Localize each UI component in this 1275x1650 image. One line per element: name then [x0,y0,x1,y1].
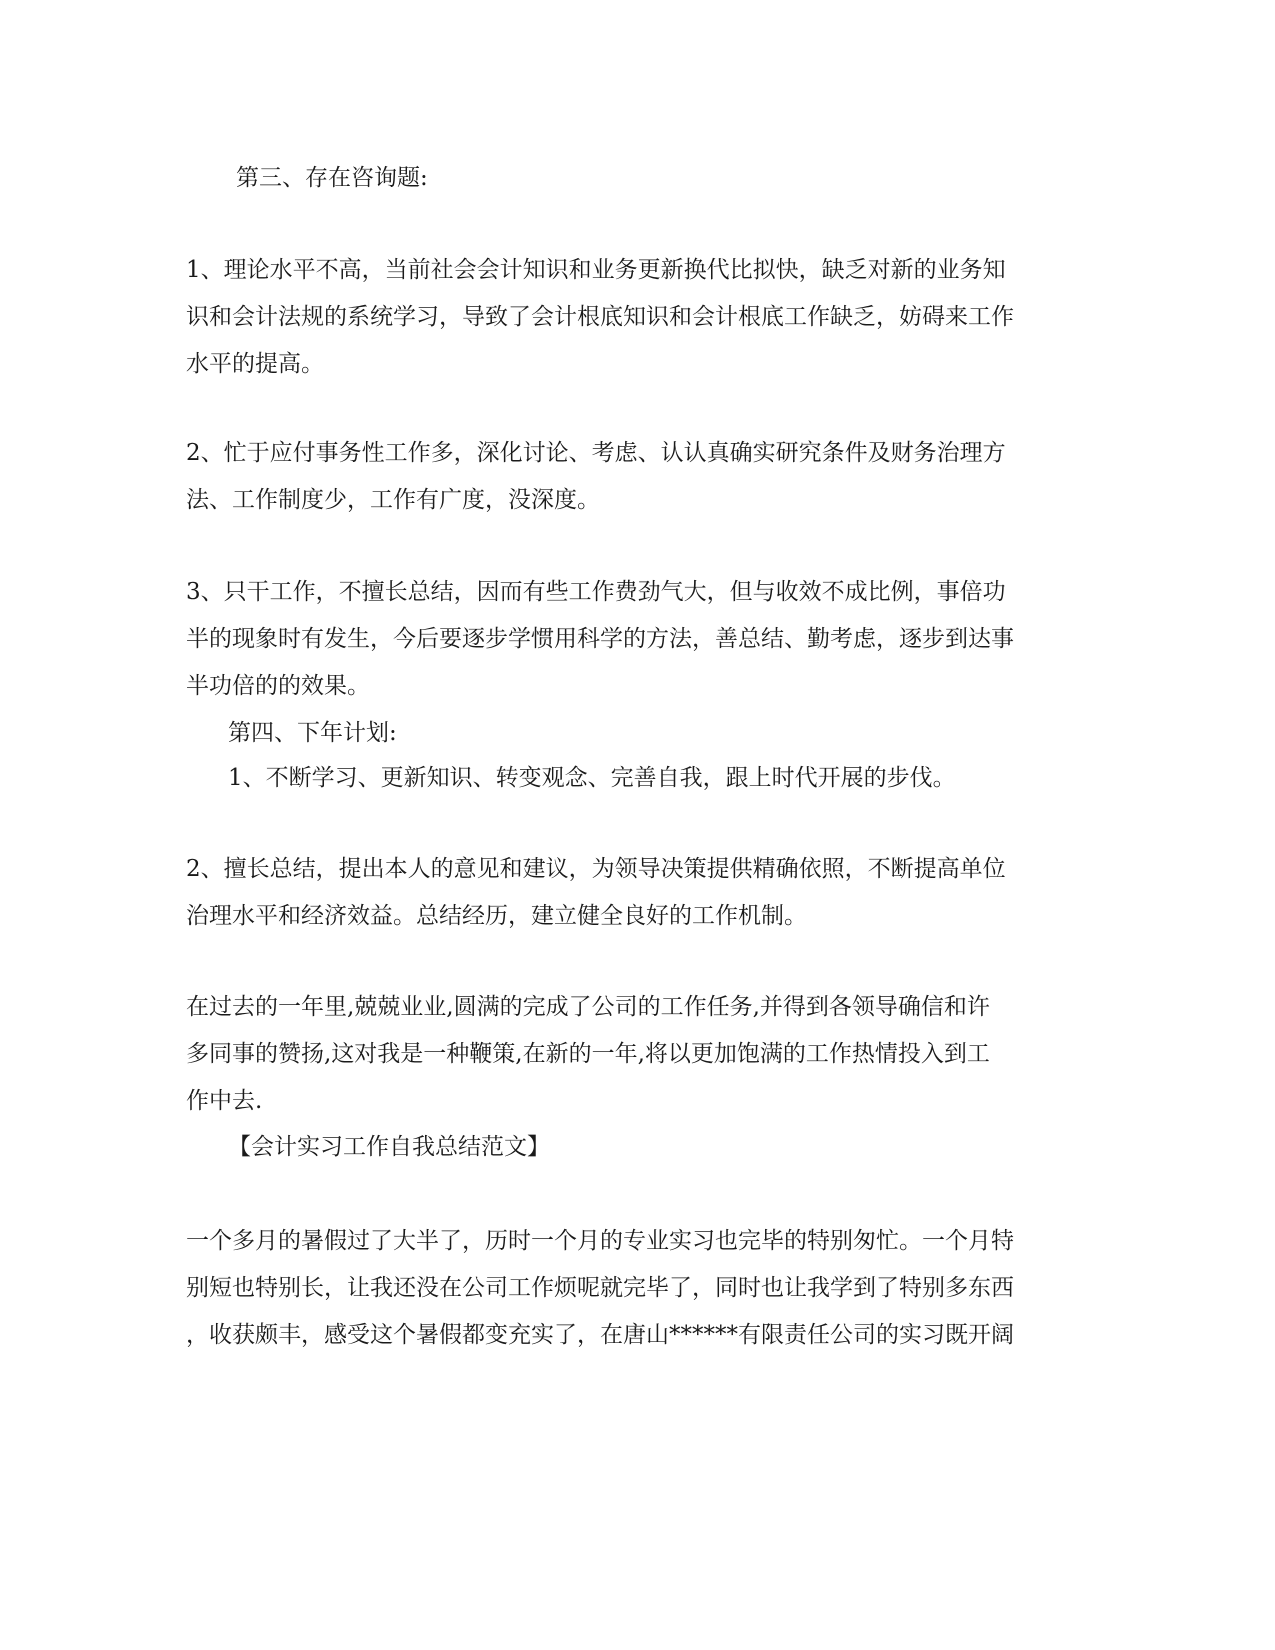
paragraph-plan-1 [228,755,1128,802]
section-title-text: 【会计实习工作自我总结范文】 [228,1134,550,1160]
paragraph-intro [186,1218,1086,1359]
paragraph-closing [186,984,1086,1125]
text-line: 作中去. [186,1088,263,1114]
text-line: 3、只干工作，不擅长总结，因而有些工作费劲气大，但与收效不成比例，事倍功 [186,579,1006,605]
text-line: 半的现象时有发生，今后要逐步学惯用科学的方法，善总结、勤考虑，逐步到达事 [186,626,1014,652]
heading-problems-text: 第三、存在咨询题: [236,165,428,191]
text-line: 识和会计法规的系统学习，导致了会计根底知识和会计根底工作缺乏，妨碍来工作 [186,304,1014,330]
text-line: ，收获颇丰，感受这个暑假都变充实了，在唐山******有限责任公司的实习既开阔 [186,1322,1014,1348]
text-line: 多同事的赞扬,这对我是一种鞭策,在新的一年,将以更加饱满的工作热情投入到工 [186,1041,990,1067]
text-line: 在过去的一年里,兢兢业业,圆满的完成了公司的工作任务,并得到各领导确信和许 [186,994,990,1020]
section-title [228,1124,1128,1171]
text-line: 法、工作制度少，工作有广度，没深度。 [186,487,600,513]
text-line: 水平的提高。 [186,351,324,377]
text-line: 一个多月的暑假过了大半了，历时一个月的专业实习也完毕的特别匆忙。一个月特 [186,1228,1014,1254]
paragraph-problem-3 [186,569,1086,710]
paragraph-problem-2 [186,430,1086,524]
heading-plan-text: 第四、下年计划: [228,720,397,746]
text-line: 2、忙于应付事务性工作多，深化讨论、考虑、认认真确实研究条件及财务治理方 [186,440,1006,466]
text-line: 半功倍的的效果。 [186,673,370,699]
paragraph-plan-2 [186,846,1086,940]
heading-problems [236,155,1136,202]
text-line: 别短也特别长，让我还没在公司工作烦呢就完毕了，同时也让我学到了特别多东西 [186,1275,1014,1301]
text-line: 1、理论水平不高，当前社会会计知识和业务更新换代比拟快，缺乏对新的业务知 [186,257,1006,283]
heading-plan [228,710,1128,757]
text-line: 治理水平和经济效益。总结经历，建立健全良好的工作机制。 [186,903,807,929]
text-line: 2、擅长总结，提出本人的意见和建议，为领导决策提供精确依照，不断提高单位 [186,856,1006,882]
text-line: 1、不断学习、更新知识、转变观念、完善自我，跟上时代开展的步伐。 [228,765,956,791]
paragraph-problem-1 [186,247,1086,388]
